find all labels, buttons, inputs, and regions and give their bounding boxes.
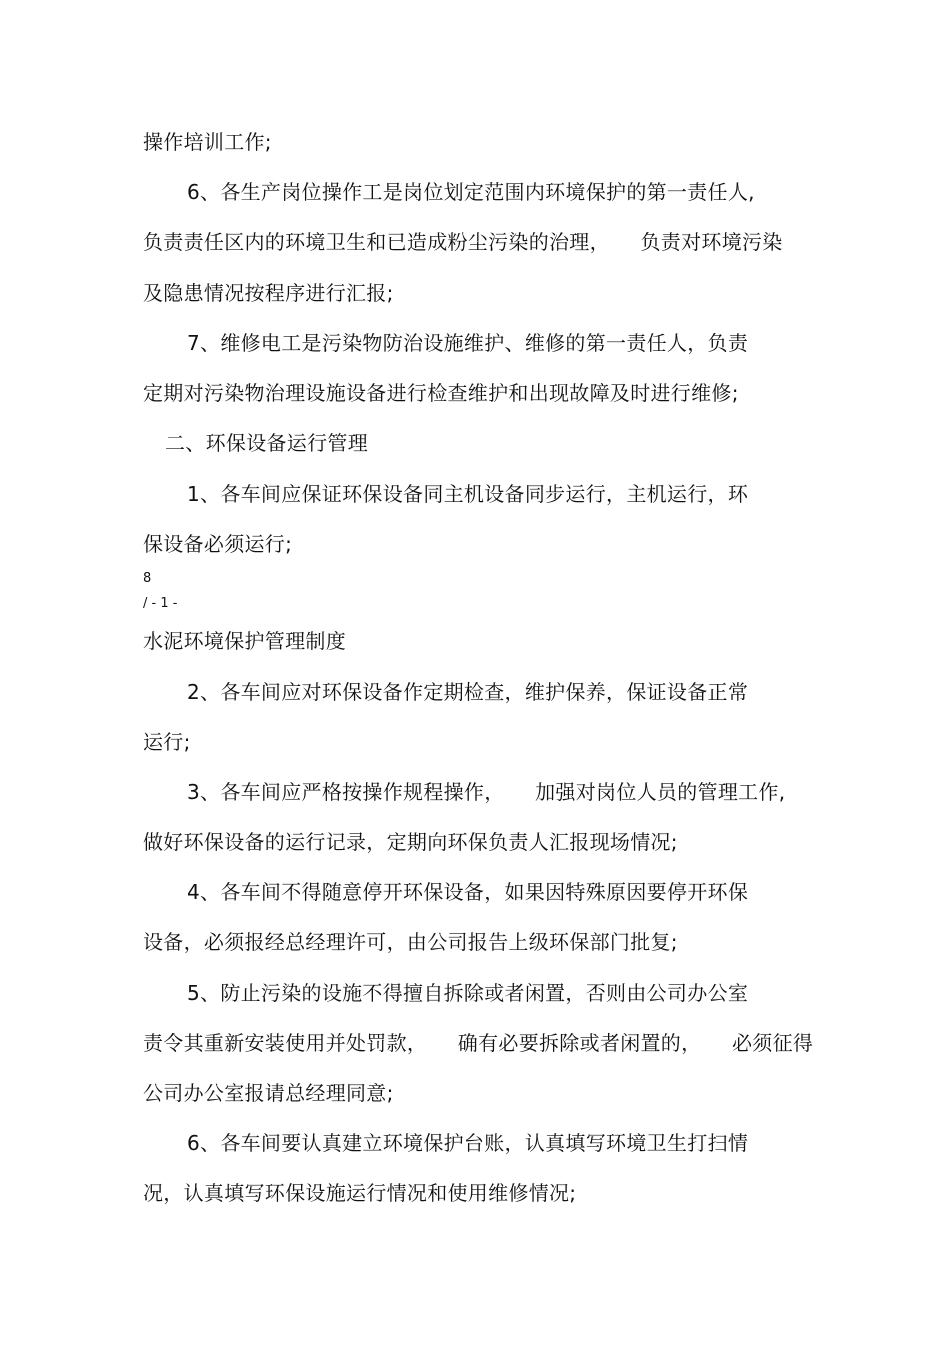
page-number: 8 — [143, 571, 152, 586]
page-footer: / - 1 - — [143, 596, 178, 611]
section-heading: 二、环保设备运行管理 — [165, 431, 368, 455]
text-line-9: 保设备必须运行; — [143, 532, 293, 556]
text-line-2: 6、各生产岗位操作工是岗位划定范围内环境保护的第一责任人, — [187, 180, 755, 204]
text-line-8: 1、各车间应保证环保设备同主机设备同步运行，主机运行，环 — [187, 482, 749, 506]
text-line-20: 6、各车间要认真建立环境保护台账，认真填写环境卫生打扫情 — [187, 1131, 749, 1155]
text-line-16: 设备，必须报经总经理许可，由公司报告上级环保部门批复; — [143, 930, 678, 954]
text-line-21: 况，认真填写环保设施运行情况和使用维修情况; — [143, 1181, 577, 1205]
text-line-3: 负责责任区内的环境卫生和已造成粉尘污染的治理， 负责对环境污染 — [143, 230, 783, 254]
running-header-title: 水泥环境保护管理制度 — [143, 629, 346, 653]
text-line-15: 4、各车间不得随意停开环保设备，如果因特殊原因要停开环保 — [187, 880, 749, 904]
text-line-11: 2、各车间应对环保设备作定期检查，维护保养，保证设备正常 — [187, 680, 749, 704]
text-line-4: 及隐患情况按程序进行汇报; — [143, 281, 394, 305]
text-line-19: 公司办公室报请总经理同意; — [143, 1081, 394, 1105]
text-line-14: 做好环保设备的运行记录，定期向环保负责人汇报现场情况; — [143, 830, 678, 854]
text-line-17: 5、防止污染的设施不得擅自拆除或者闲置，否则由公司办公室 — [187, 981, 749, 1005]
text-line-1: 操作培训工作; — [143, 130, 272, 154]
text-line-13: 3、各车间应严格按操作规程操作， 加强对岗位人员的管理工作, — [187, 780, 786, 804]
text-line-18: 责令其重新安装使用并处罚款， 确有必要拆除或者闲置的， 必须征得 — [143, 1031, 814, 1055]
text-line-6: 定期对污染物治理设施设备进行检查维护和出现故障及时进行维修; — [143, 381, 739, 405]
text-line-5: 7、维修电工是污染物防治设施维护、维修的第一责任人，负责 — [187, 331, 749, 355]
text-line-12: 运行; — [143, 730, 191, 754]
